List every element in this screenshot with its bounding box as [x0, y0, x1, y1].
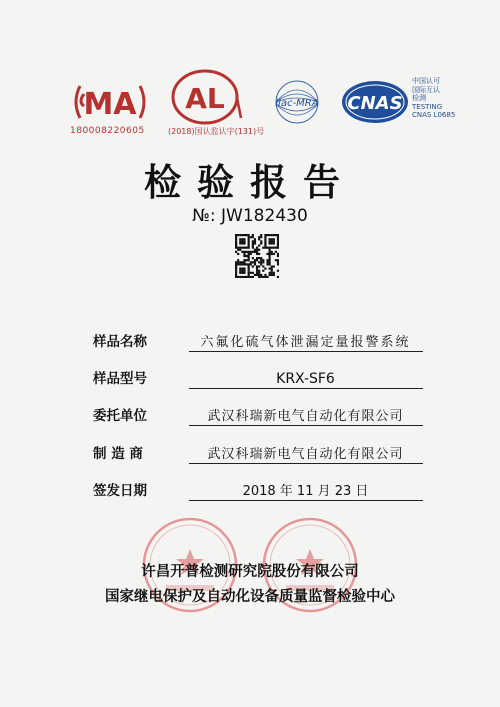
ilac-mra-logo	[262, 78, 332, 126]
field-underline	[189, 388, 423, 389]
field-label: 委托单位	[93, 408, 147, 424]
cnas-caption-line: 检测	[412, 94, 426, 102]
report-number: №: JW182430	[192, 206, 308, 226]
cnas-caption-line: TESTING	[412, 102, 443, 111]
field-label: 样品名称	[93, 334, 147, 350]
field-issue-date	[93, 477, 433, 501]
field-sample-model	[93, 365, 433, 389]
field-underline	[189, 425, 423, 426]
field-underline	[189, 500, 423, 501]
issuer-company: 许昌开普检测研究院股份有限公司	[141, 564, 359, 580]
field-underline	[189, 463, 423, 464]
cal-logo-text: AL	[185, 82, 225, 115]
cnas-caption-line: 中国认可	[412, 77, 440, 85]
report-title: 检验报告	[144, 160, 356, 204]
field-value: 六氟化硫气体泄漏定量报警系统	[200, 335, 411, 350]
field-client	[93, 402, 433, 426]
field-value: 2018 年 11 月 23 日	[242, 484, 369, 499]
cnas-caption-line: 国际互认	[412, 85, 440, 94]
field-value: 武汉科瑞新电气自动化有限公司	[207, 447, 404, 462]
cal-number: (2018)国认监认字(131)号	[168, 127, 265, 136]
field-value: 武汉科瑞新电气自动化有限公司	[207, 409, 404, 424]
field-underline	[189, 351, 423, 352]
cnas-logo-text: CNAS	[347, 93, 403, 114]
cnas-caption-line: CNAS L0685	[412, 111, 456, 119]
certification-logos	[0, 68, 500, 148]
field-sample-name	[93, 328, 433, 352]
field-label: 样品型号	[93, 371, 147, 387]
field-label: 制 造 商	[93, 446, 143, 462]
cal-logo	[165, 68, 245, 126]
field-manufacturer	[93, 440, 433, 464]
issuer-center: 国家继电保护及自动化设备质量监督检验中心	[105, 589, 395, 605]
field-label: 签发日期	[93, 483, 147, 499]
field-value: KRX-SF6	[276, 371, 335, 387]
cma-logo-text: MA	[83, 87, 137, 122]
cnas-logo	[340, 78, 410, 126]
cnas-caption	[412, 77, 482, 120]
qr-code-icon	[235, 234, 279, 278]
cma-number: 180008220605	[70, 126, 145, 136]
ilac-logo-text: ilac-MRA	[275, 98, 319, 109]
cma-logo	[70, 80, 150, 124]
